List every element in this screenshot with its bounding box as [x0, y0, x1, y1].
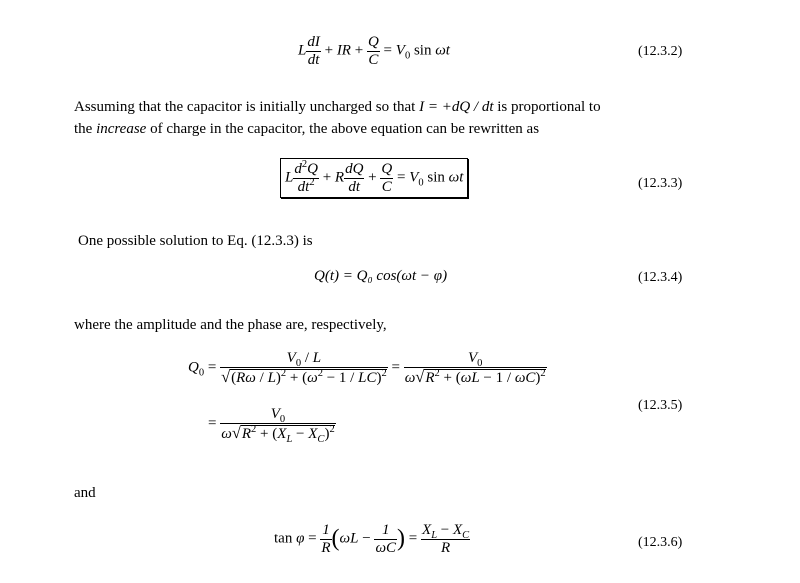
paragraph-solution: One possible solution to Eq. (12.3.3) is: [78, 233, 313, 249]
equation-12-3-5-line1: $Q_0$ = $\frac{V_0 / L}{√(R\omega / L)^2 + (\omega^2 - 1 / LC)^2}$ = $\frac{V_0}{\omega√R^2 + (\omega L - 1 / \omega C)^2}$: [188, 350, 546, 386]
assumption-line2-end: of charge in the capacitor, the above equation can be rewritten as: [150, 121, 540, 137]
equation-number-12-3-6: (12.3.6): [638, 535, 683, 550]
inline-current-definition: I = +dQ / dt: [419, 99, 494, 115]
equation-12-3-4: Q(t) = Q₀ cos(ωt − φ): [314, 268, 448, 284]
assumption-line2-start: the: [74, 121, 93, 137]
equation-12-3-6: tan φ = $\frac{1}{R}$ (ωL − $\frac{1}{\omega C}$ ) = $\frac{X_L - X_C}{R}$: [274, 522, 470, 556]
equation-number-12-3-4: (12.3.4): [638, 270, 683, 285]
paragraph-assumption: [74, 96, 714, 140]
equation-12-3-3-boxed: L $\frac{d^2Q}{dt^2}$ + R $\frac{dQ}{dt}$ + $\frac{Q}{C}$ = $V_0$ sin ωt: [280, 158, 468, 198]
emphasized-word: increase: [96, 121, 147, 137]
assumption-text-end: is proportional to: [497, 99, 601, 115]
equation-12-3-2: L $\frac{dI}{dt}$ + IR + $\frac{Q}{C}$ = $V_0$ sin ωt: [298, 34, 450, 68]
equation-number-12-3-3: (12.3.3): [638, 176, 683, 191]
equation-number-12-3-5: (12.3.5): [638, 398, 683, 413]
equation-number-12-3-2: (12.3.2): [638, 44, 683, 59]
paragraph-assumption-line1: [74, 96, 714, 118]
paragraph-and: and: [74, 485, 96, 501]
assumption-text-start: Assuming that the capacitor is initially uncharged so that: [74, 99, 416, 115]
equation-12-3-5-line2: = $\frac{V_0}{\omega√R^2 + (X_L - X_C)^2}$: [208, 406, 335, 445]
paragraph-amplitude-phase: where the amplitude and the phase are, respectively,: [74, 317, 387, 333]
paragraph-assumption-line2: [74, 118, 714, 140]
